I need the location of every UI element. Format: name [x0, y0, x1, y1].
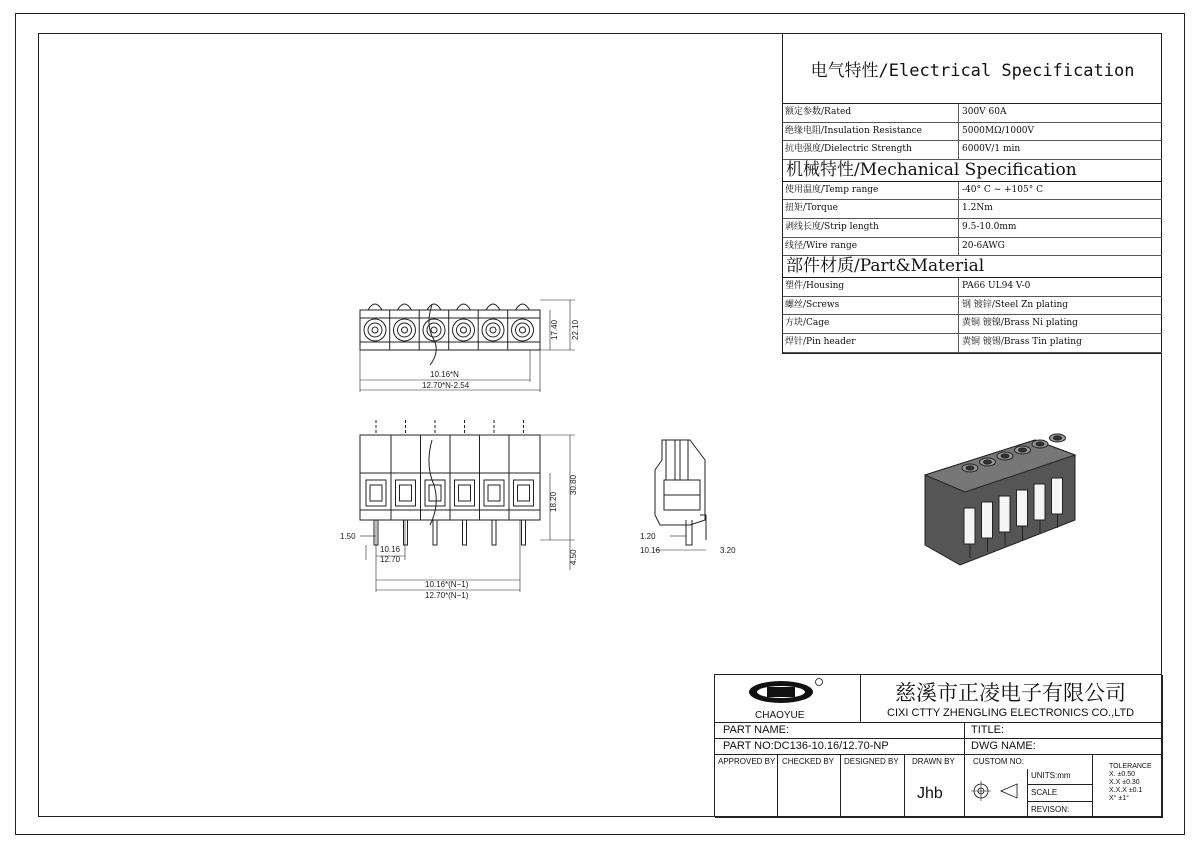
approved-by-label: APPROVED BY	[718, 757, 776, 766]
drawn-by-label: DRAWN BY	[912, 757, 955, 766]
material-value: 黄铜 镀锡/Brass Tin plating	[962, 336, 1082, 347]
dim-pitch1: 10.16	[380, 545, 401, 554]
dim-side-a: 1.20	[640, 532, 656, 541]
material-label: 塑件/Housing	[783, 278, 959, 296]
electrical-value: 5000MΩ/1000V	[962, 125, 1035, 136]
custom-no-label: CUSTOM NO:	[973, 757, 1024, 766]
units-label: UNITS:mm	[1031, 771, 1071, 780]
electrical-value: 300V 60A	[962, 107, 1007, 117]
approved-cell	[715, 755, 778, 818]
units-cell	[1027, 769, 1093, 785]
dim-front-h2: 18.20	[549, 491, 558, 512]
title-block	[714, 674, 1162, 817]
material-value: 钢 镀锌/Steel Zn plating	[962, 299, 1069, 310]
material-title: 部件材质/Part&Material	[783, 256, 1162, 278]
dim-front-pin: 4.50	[569, 549, 578, 565]
title-cell	[965, 723, 1163, 739]
revision-cell	[1027, 802, 1093, 818]
material-value: 黄铜 镀镍/Brass Ni plating	[962, 318, 1078, 329]
dim-pitch2: 12.70	[380, 555, 401, 564]
part-no-label: PART NO:DC136-10.16/12.70-NP	[723, 740, 889, 752]
electrical-row	[783, 123, 1162, 142]
electrical-label: 抗电强度/Dielectric Strength	[783, 141, 959, 159]
mechanical-row	[783, 200, 1162, 219]
tolerance-title: TOLERANCE	[1109, 763, 1152, 770]
dim-span2: 12.70*(N−1)	[425, 591, 469, 600]
mechanical-label: 扭矩/Torque	[783, 200, 959, 218]
part-name-cell	[715, 723, 965, 739]
mechanical-value: 9.5-10.0mm	[962, 221, 1017, 232]
mechanical-value: 1.2Nm	[962, 203, 993, 214]
mechanical-value: -40° C ~ +105° C	[962, 184, 1043, 195]
material-row	[783, 278, 1162, 297]
title-label: TITLE:	[971, 724, 1005, 736]
electrical-title: 电气特性/Electrical Specification	[783, 33, 1162, 104]
tolerance-row: X. ±0.50	[1109, 771, 1136, 778]
tolerance-rows	[1109, 771, 1142, 803]
dim-top-n: 10.16*N	[430, 370, 459, 379]
mechanical-row	[783, 238, 1162, 257]
mechanical-label: 剥线长度/Strip length	[783, 219, 959, 237]
dim-span1: 10.16*(N−1)	[425, 580, 469, 589]
projection-symbol-icon	[971, 779, 1031, 803]
material-label: 方块/Cage	[783, 315, 959, 333]
dwg-name-cell	[965, 739, 1163, 755]
logo-text: CHAOYUE	[755, 710, 805, 721]
scale-cell	[1027, 785, 1093, 802]
designed-cell	[841, 755, 905, 818]
mechanical-label: 使用温度/Temp range	[783, 182, 959, 200]
dim-side-b: 10.16	[640, 546, 661, 555]
material-row	[783, 315, 1162, 334]
mechanical-value: 20-6AWG	[962, 240, 1005, 251]
dwg-name-label: DWG NAME:	[971, 740, 1036, 752]
checked-cell	[778, 755, 841, 818]
material-label: 焊针/Pin header	[783, 334, 959, 352]
revision-label: REVISON:	[1031, 805, 1070, 814]
drawn-cell	[905, 755, 965, 818]
checked-by-label: CHECKED BY	[782, 757, 835, 766]
tolerance-row: X.X ±0.30	[1109, 779, 1140, 786]
dim-front-h1: 30.80	[569, 474, 578, 495]
dim-top-h2: 22.10	[571, 319, 580, 340]
dim-front-w: 1.50	[340, 532, 356, 541]
drawn-by-value: Jhb	[917, 785, 943, 802]
part-name-label: PART NAME:	[723, 724, 790, 736]
material-row	[783, 334, 1162, 353]
electrical-label: 额定参数/Rated	[783, 104, 959, 122]
scale-label: SCALE	[1031, 788, 1058, 797]
mechanical-title: 机械特性/Mechanical Specification	[783, 160, 1162, 182]
electrical-row	[783, 104, 1162, 123]
tolerance-cell	[1093, 755, 1163, 818]
part-no-cell	[715, 739, 965, 755]
mechanical-row	[783, 219, 1162, 238]
material-row	[783, 297, 1162, 316]
chaoyue-logo-icon	[745, 677, 825, 707]
mechanical-label: 线径/Wire range	[783, 238, 959, 256]
logo-cell	[715, 675, 861, 723]
mechanical-row	[783, 182, 1162, 201]
spec-table	[782, 33, 1162, 354]
dim-top-h1: 17.40	[550, 319, 559, 340]
company-en: CIXI CTTY ZHENGLING ELECTRONICS CO.,LTD	[887, 707, 1135, 719]
company-cell	[861, 675, 1163, 723]
material-label: 螺丝/Screws	[783, 297, 959, 315]
tolerance-row: X° ±1°	[1109, 795, 1129, 802]
material-value: PA66 UL94 V-0	[962, 281, 1031, 292]
dim-side-c: 3.20	[720, 546, 736, 555]
custom-no-cell	[965, 755, 1093, 818]
electrical-label: 绝缘电阻/Insulation Resistance	[783, 123, 959, 141]
electrical-row	[783, 141, 1162, 160]
designed-by-label: DESIGNED BY	[844, 757, 899, 766]
electrical-value: 6000V/1 min	[962, 144, 1021, 155]
company-cn: 慈溪市正凌电子有限公司	[895, 681, 1126, 705]
tolerance-row: X.X.X ±0.1	[1109, 787, 1143, 794]
dim-top-n2: 12.70*N-2.54	[422, 381, 470, 390]
